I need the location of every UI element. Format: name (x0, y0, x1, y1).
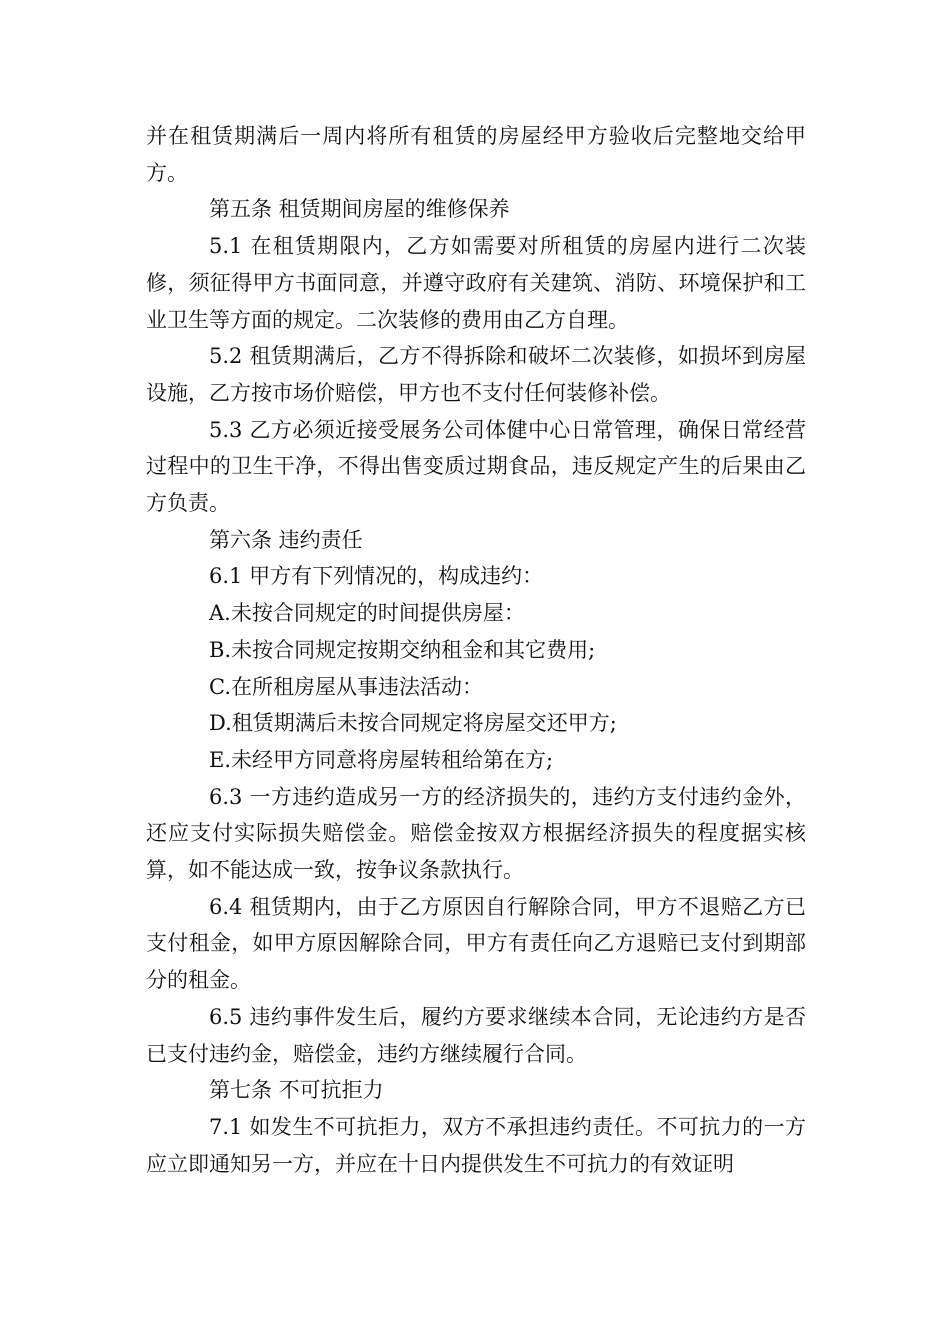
article-5-heading: 第五条 租赁期间房屋的维修保养 (209, 197, 510, 222)
article-6-heading: 第六条 违约责任 (209, 527, 363, 552)
clause-6-1: 6.1 甲方有下列情况的，构成违约： (209, 564, 544, 589)
clause-5-2: 5.2 租赁期满后，乙方不得拆除和破坏二次装修，如损坏到房屋设施，乙方按市场价赔偿，甲方也不支付任何装修补偿。 (146, 344, 806, 405)
list-item-b: B.未按合同规定按期交纳租金和其它费用; (209, 637, 596, 662)
list-item-e: E.未经甲方同意将房屋转租给第在方; (209, 747, 554, 772)
clause-7-1: 7.1 如发生不可抗拒力，双方不承担违约责任。不可抗力的一方应立即通知另一方，并应在十日内提供发生不可抗力的有效证明 (146, 1114, 806, 1176)
list-item-c: C.在所租房屋从事违法活动： (209, 674, 483, 699)
clause-6-5: 6.5 违约事件发生后，履约方要求继续本合同，无论违约方是否已支付违约金，赔偿金，违约方继续履行合同。 (146, 1004, 806, 1066)
document-body (146, 118, 806, 1182)
clause-5-1: 5.1 在租赁期限内，乙方如需要对所租赁的房屋内进行二次装修，须征得甲方书面同意，并遵守政府有关建筑、消防、环境保护和工业卫生等方面的规定。二次装修的费用由乙方自理。 (146, 234, 806, 332)
article-7-heading: 第七条 不可抗拒力 (209, 1078, 384, 1103)
paragraph-continuation: 并在租赁期满后一周内将所有租赁的房屋经甲方验收后完整地交给甲方。 (146, 124, 806, 185)
list-item-a: A.未按合同规定的时间提供房屋： (209, 601, 525, 626)
list-item-d: D.租赁期满后未按合同规定将房屋交还甲方; (209, 711, 617, 736)
clause-6-4: 6.4 租赁期内，由于乙方原因自行解除合同，甲方不退赔乙方已支付租金，如甲方原因解除合同，甲方有责任向乙方退赔已支付到期部分的租金。 (146, 894, 806, 993)
clause-5-3: 5.3 乙方必须近接受展务公司体健中心日常管理，确保日常经营过程中的卫生干净，不得出售变质过期食品，违反规定产生的后果由乙方负责。 (146, 417, 806, 516)
clause-6-3: 6.3 一方违约造成另一方的经济损失的，违约方支付违约金外，还应支付实际损失赔偿金。赔偿金按双方根据经济损失的程度据实核算，如不能达成一致，按争议条款执行。 (146, 784, 806, 883)
